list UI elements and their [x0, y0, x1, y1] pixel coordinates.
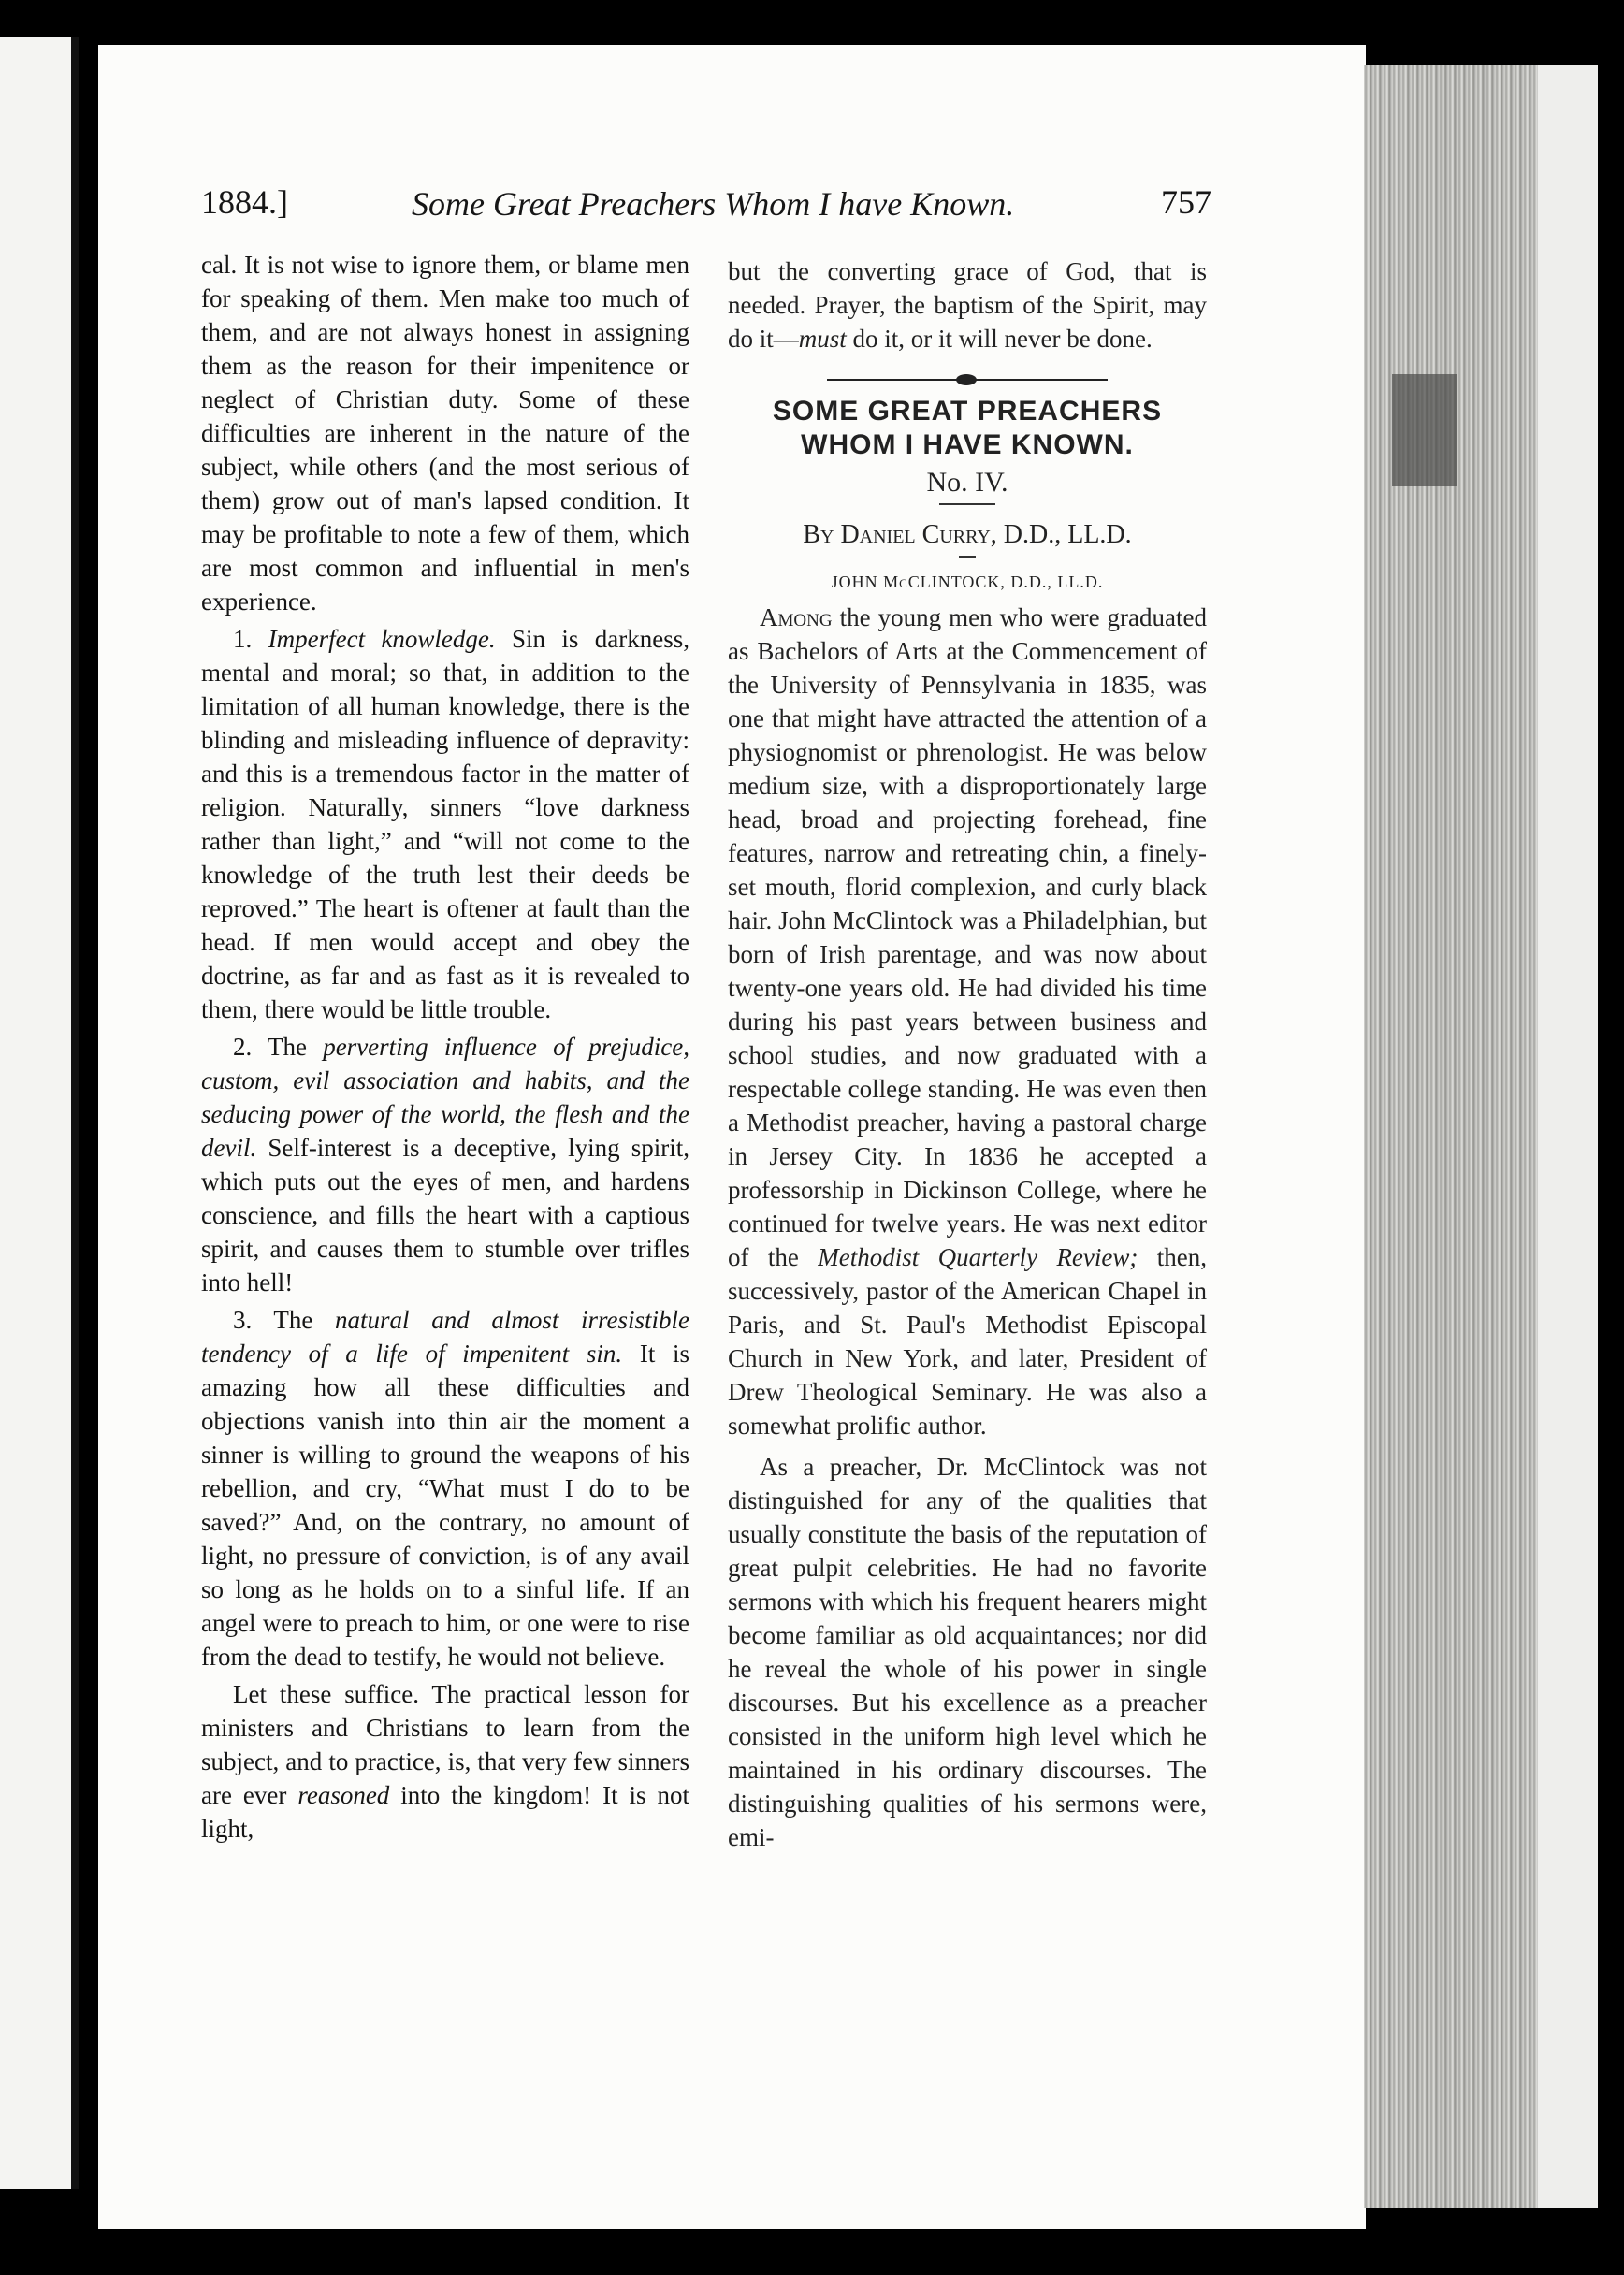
lead-word: Among	[760, 603, 833, 631]
paragraph-text: but the converting grace of God, that is needed. Prayer, the baptism of the Spirit, may do it—	[728, 257, 1207, 353]
paragraph	[728, 254, 1207, 355]
paragraph	[201, 622, 689, 1026]
byline: By Daniel Curry, D.D., LL.D.	[803, 520, 1132, 549]
paragraph-text: then, successively, pastor of the American Chapel in Paris, and St. Paul's Methodist Episcopal Church in New York, and later, President of Drew Theological Seminary. He was also a somewhat prolific author.	[728, 1243, 1208, 1440]
article-title: SOME GREAT PREACHERS WHOM I HAVE KNOWN.	[772, 396, 1163, 460]
paragraph-text: do it, or it will never be done.	[852, 325, 1153, 353]
paragraph-text: It is amazing how all these difficulties and objections vanish into thin air the moment a sinner is willing to ground the weapons of his rebellion, and cry, “What must I do to be saved?” And, on the contrary, no amount of light, no pressure of conviction, is of any avail so long as he holds on to a sinful life. If an angel were to preach to him, or one were to rise from the dead to testify, he would not believe.	[201, 1340, 689, 1671]
paragraph: As a preacher, Dr. McClintock was not distinguished for any of the qualities that usually constitute the basis of the reputation of great pulpit celebrities. He had no favorite sermons with which his frequent hearers might become familiar as old acquaintances; nor did he reveal the whole of his power in single discourses. But his excellence as a preacher consisted in the uniform high level which he maintained in his ordinary discourses. The distinguishing qualities of his sermons were, emi-	[728, 1453, 1207, 1851]
running-header	[201, 182, 1211, 239]
page-block-edge	[1364, 65, 1538, 2208]
facing-page-edge	[0, 37, 79, 2189]
right-column	[728, 254, 1207, 1854]
paragraph	[201, 1677, 689, 1846]
item-number: 1.	[233, 625, 253, 653]
book-gutter	[71, 37, 79, 2189]
paragraph	[728, 601, 1207, 1442]
emphasis: natural and almost irresistible tendency of a life of impenitent sin.	[201, 1306, 689, 1368]
paragraph	[201, 1030, 689, 1299]
item-number: 2. The	[233, 1033, 307, 1061]
paragraph-text: Self-interest is a deceptive, lying spirit, which puts out the eyes of men, and hardens conscience, and fills the heart with a captious spirit, and causes them to stumble over trifles into hell!	[201, 1134, 689, 1297]
left-column	[201, 248, 689, 1846]
emphasis: Imperfect knowledge.	[268, 625, 496, 653]
emphasis: reasoned	[297, 1781, 390, 1809]
page-number: 757	[1161, 183, 1211, 221]
divider	[959, 556, 976, 558]
divider	[939, 503, 995, 505]
paragraph-text: Let these suffice. The practical lesson for ministers and Christians to learn from the subject, and to practice, is, that very few sinners are ever	[201, 1680, 689, 1809]
ornamental-rule	[827, 374, 1108, 385]
book-cover-edge	[1538, 65, 1598, 2208]
header-year: 1884.]	[201, 183, 288, 221]
subject-heading: JOHN McCLINTOCK, D.D., LL.D.	[831, 572, 1104, 591]
article-number: No. IV.	[926, 467, 1008, 498]
emphasis: perverting influence of prejudice, custom, evil association and habits, and the seducing power of the world, the flesh and the devil.	[201, 1033, 690, 1162]
paragraph-text: Sin is darkness, mental and moral; so that, in addition to the limitation of all human knowledge, there is the blinding and misleading influence of depravity: and this is a tremendous factor in the matter of religion. Naturally, sinners “love darkness rather than light,” and “will not come to the knowledge of the truth lest their deeds be reproved.” The heart is oftener at fault than the head. If men would accept and obey the doctrine, as far and as fast as it is revealed to them, there would be little trouble.	[201, 625, 690, 1023]
emphasis: must	[798, 325, 847, 353]
running-title: Some Great Preachers Whom I have Known.	[412, 185, 1015, 223]
paragraph-text: the young men who were graduated as Bachelors of Arts at the Commencement of the University of Pennsylvania in 1835, was one that might have attracted the attention of a physiognomist or phrenologist. He was below medium size, with a disproportionately large head, broad and projecting forehead, fine features, narrow and retreating chin, a finely-set mouth, florid complexion, and curly black hair. John McClintock was a Philadelphian, but born of Irish parentage, and was now about twenty-one years old. He had divided his time during his past years between business and school studies, and now graduated with a respectable college standing. He was even then a Methodist preacher, having a pastoral charge in Jersey City. In 1836 he accepted a professorship in Dickinson College, where he continued for twelve years. He was next editor of the	[728, 603, 1208, 1271]
emphasis: Methodist Quarterly Review;	[818, 1243, 1138, 1271]
paragraph-text: into the kingdom! It is not light,	[201, 1781, 689, 1843]
item-number: 3. The	[233, 1306, 313, 1334]
paragraph: cal. It is not wise to ignore them, or blame men for speaking of them. Men make too much of them, and are not always honest in assigning them as the reason for their impenitence or neglect of Christian duty. Some of these difficulties are inherent in the nature of the subject, while others (and the most serious of them) grow out of man's lapsed condition. It may be profitable to note a few of them, which are most common and influential in men's experience.	[201, 251, 689, 616]
edge-stain	[1392, 374, 1457, 486]
paragraph	[201, 1303, 689, 1674]
